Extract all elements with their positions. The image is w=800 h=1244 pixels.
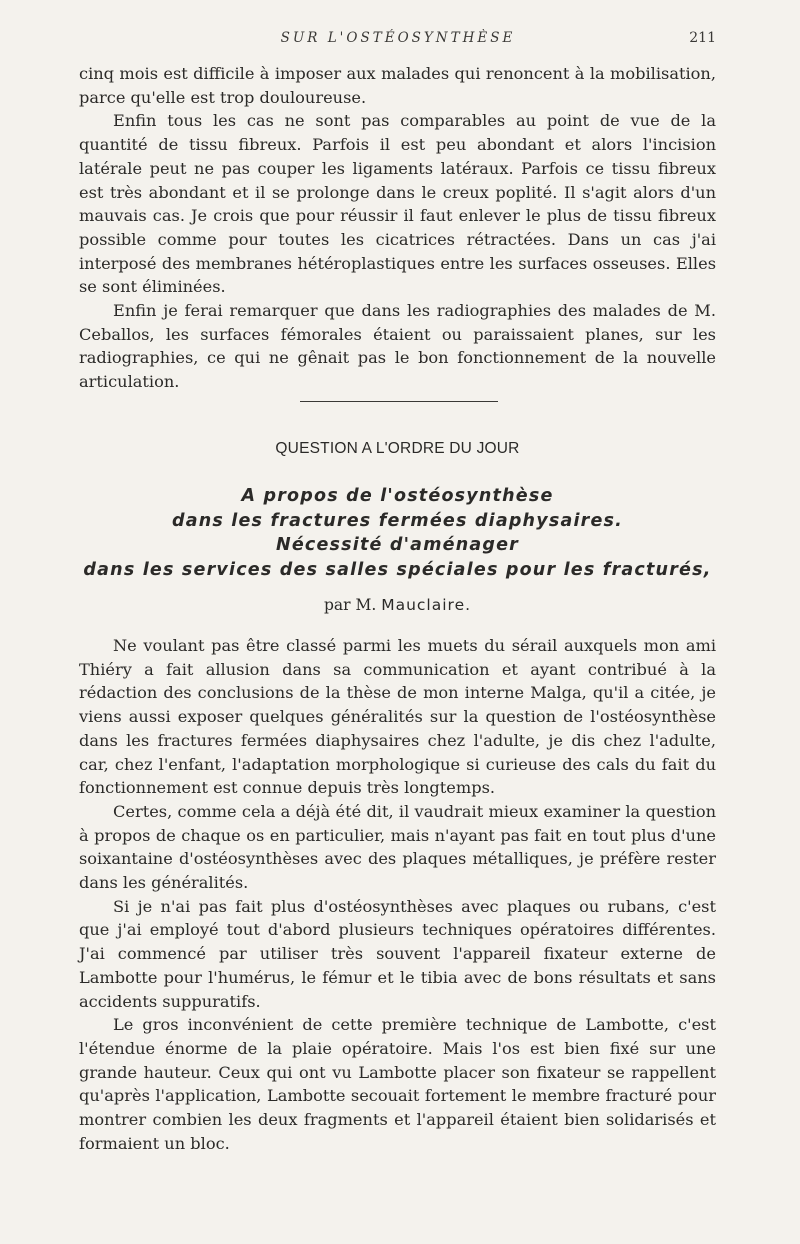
preceding-text (79, 62, 716, 394)
section-heading: QUESTION A L'ORDRE DU JOUR (275, 440, 520, 457)
running-head (80, 30, 716, 50)
article-title-line: dans les services des salles spéciales pour les fracturés, (83, 559, 712, 580)
byline-prefix: par M. (323, 596, 377, 614)
article-title (79, 484, 716, 582)
paragraph: Certes, comme cela a déjà été dit, il vaudrait mieux examiner la question à propos de chaque os en particulier, mais n'ayant pas fait en tout plus d'une soixantaine d'ostéosynthèses avec des plaques métalliques, je préfère rester dans les généralités. (79, 801, 716, 893)
paragraph: Ne voulant pas être classé parmi les muets du sérail auxquels mon ami Thiéry a fait allusion dans sa communication et ayant contribué à la rédaction des conclusions de la thèse de mon interne Malga, qu'il a citée, je viens aussi exposer quelques généralités sur la question de l'ostéosynthèse dans les fractures fermées diaphysaires chez l'adulte, je dis chez l'adulte, car, chez l'enfant, l'adaptation morphologique si curieuse des cals du fait du fonctionnement est connue depuis très longtemps. (79, 636, 716, 798)
article-title-line: Nécessité d'aménager (275, 535, 519, 555)
section-divider (300, 401, 498, 402)
paragraph: Le gros inconvénient de cette première technique de Lambotte, c'est l'étendue énorme de la plaie opératoire. Mais l'os est bien fixé sur une grande hauteur. Ceux qui ont vu Lambotte placer son fixateur se rappellent qu'après l'application, Lambotte secouait fortement le membre fracturé pour montrer combien les deux fragments et l'appareil étaient bien solidarisés et formaient un bloc. (79, 1015, 716, 1153)
paragraph: Enfin tous les cas ne sont pas comparables au point de vue de la quantité de tissu fibreux. Parfois il est peu abondant et alors l'incision latérale peut ne pas couper les ligaments latéraux. Parfois ce tissu fibreux est très abondant et il se prolonge dans le creux poplité. Il s'agit alors d'un mauvais cas. Je crois que pour réussir il faut enlever le plus de tissu fibreux possible comme pour toutes les cicatrices rétractées. Dans un cas j'ai interposé des membranes hétéroplastiques entre les surfaces osseuses. Elles se sont éliminées. (79, 111, 716, 297)
byline (79, 596, 716, 614)
page-number: 211 (689, 30, 716, 46)
paragraph: Enfin je ferai remarquer que dans les radiographies des malades de M. Ceballos, les surfaces fémorales étaient ou paraissaient planes, sur les radiographies, ce qui ne gênait pas le bon fonctionnement de la nouvelle articulation. (79, 301, 716, 392)
running-title: SUR L'OSTÉOSYNTHÈSE (280, 30, 516, 46)
paragraph: cinq mois est difficile à imposer aux malades qui renoncent à la mobilisation, parce qu'elle est trop douloureuse. (79, 64, 716, 107)
paragraph: Si je n'ai pas fait plus d'ostéosynthèses avec plaques ou rubans, c'est que j'ai employé tout d'abord plusieurs techniques opératoires différentes. J'ai commencé par utiliser très souvent l'appareil fixateur externe de Lambotte pour l'humérus, le fémur et le tibia avec de bons résultats et sans accidents suppuratifs. (79, 896, 716, 1011)
article-title-line: A propos de l'ostéosynthèse (241, 486, 554, 506)
article-text (79, 634, 716, 1155)
article-title-line: dans les fractures fermées diaphysaires. (171, 510, 624, 531)
author-name: Mauclaire. (381, 596, 472, 614)
